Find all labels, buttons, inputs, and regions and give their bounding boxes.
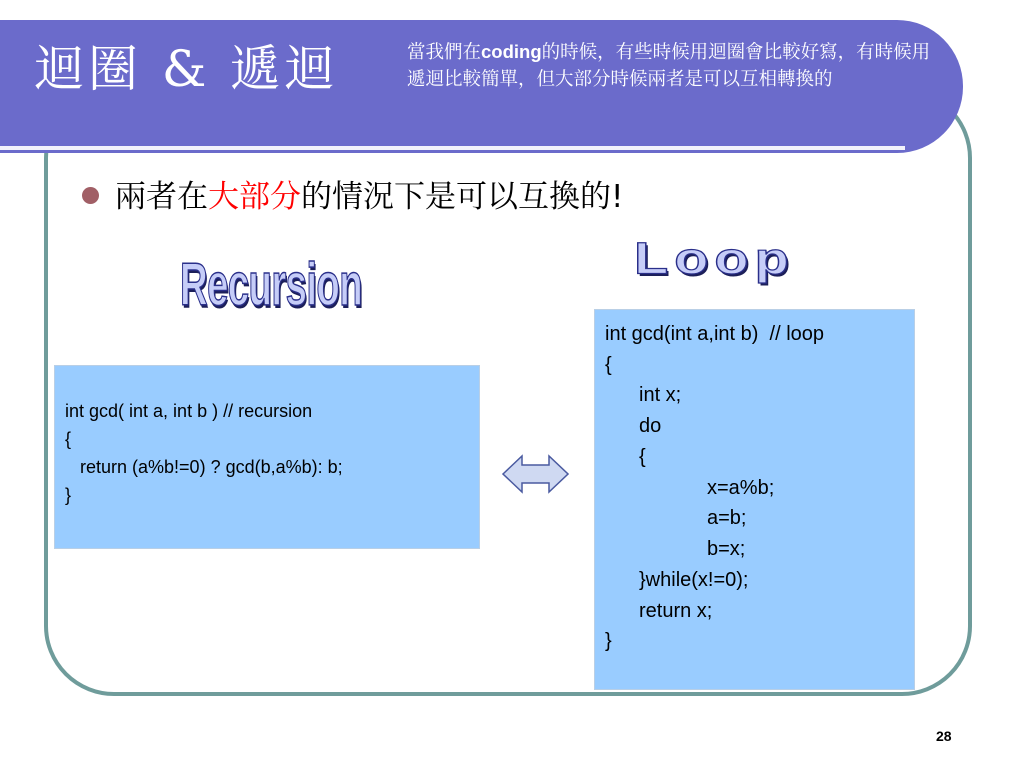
round-bullet-icon xyxy=(82,187,99,204)
recursion-label: Recursion xyxy=(180,251,363,318)
loop-code-line: int x; xyxy=(639,384,682,406)
title-note-suffix: 的時候，有些時候用迴圈會比較好寫，有時候用遞迴比較簡單，但大部分時候兩者是可以互相轉換的 xyxy=(407,42,931,90)
loop-code-line: x=a%b; xyxy=(707,477,775,499)
recursion-code-line: return (a%b!=0) ? gcd(b,a%b): b; xyxy=(65,457,343,477)
double-headed-arrow-icon xyxy=(502,454,569,494)
loop-code-line: int gcd(int a,int b) // loop xyxy=(605,323,825,345)
bullet-point xyxy=(82,180,623,214)
loop-label: Loop xyxy=(634,232,795,284)
page-number: 28 xyxy=(936,728,952,744)
loop-code-line: { xyxy=(639,446,646,468)
recursion-code-box xyxy=(54,365,480,549)
title-note-bold: coding xyxy=(481,41,542,62)
title-note-prefix: 當我們在 xyxy=(407,42,482,63)
recursion-code-line: { xyxy=(65,429,72,449)
recursion-code-line: } xyxy=(65,485,72,505)
loop-code-line: a=b; xyxy=(707,507,747,529)
loop-code-line: b=x; xyxy=(707,538,746,560)
loop-code-line: do xyxy=(639,415,662,437)
bullet-text-before: 兩者在 xyxy=(115,179,208,215)
loop-code-line: } xyxy=(605,630,612,652)
title-underline xyxy=(0,146,905,150)
recursion-code-line: int gcd( int a, int b ) // recursion xyxy=(65,401,313,421)
slide-title: 迴圈 & 遞迴 xyxy=(34,40,339,98)
bullet-text-after: 的情況下是可以互換的! xyxy=(301,179,624,215)
title-note xyxy=(407,38,947,93)
loop-code-line: return x; xyxy=(639,600,713,622)
loop-code-box xyxy=(594,309,915,690)
bullet-emphasis: 大部分 xyxy=(208,179,301,215)
loop-code-line: { xyxy=(605,354,612,376)
loop-code-line: }while(x!=0); xyxy=(639,569,749,591)
